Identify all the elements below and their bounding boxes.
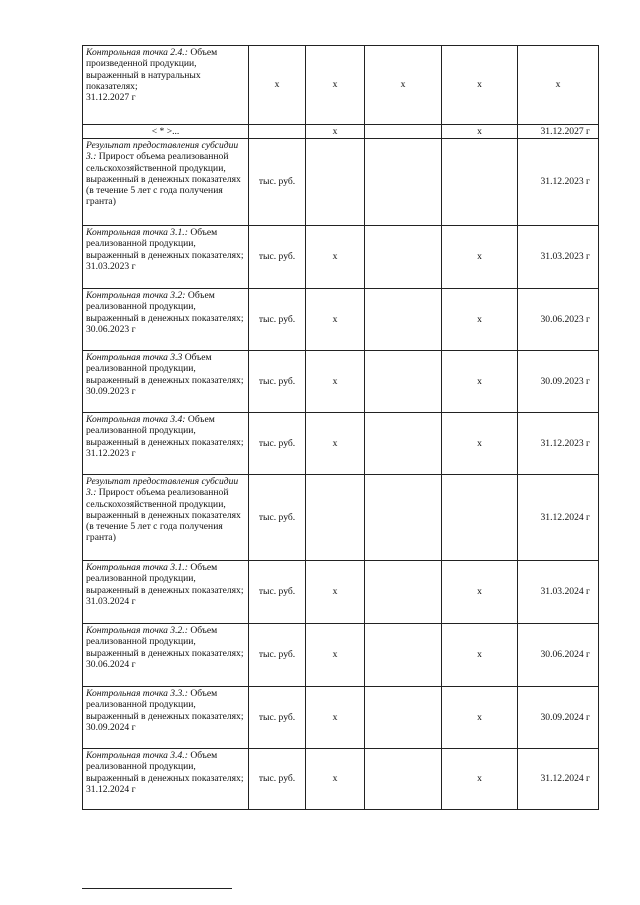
row-date-line: 30.09.2023 г bbox=[86, 385, 136, 397]
unit-cell: тыс. руб. bbox=[249, 687, 306, 749]
unit-cell: x bbox=[249, 46, 306, 125]
value-cell: x bbox=[306, 226, 365, 289]
row-description bbox=[83, 289, 249, 351]
table-row bbox=[83, 749, 599, 810]
value-cell bbox=[442, 139, 518, 226]
unit-cell: тыс. руб. bbox=[249, 226, 306, 289]
value-cell: x bbox=[306, 125, 365, 139]
row-description bbox=[83, 561, 249, 624]
date-cell: 30.06.2023 г bbox=[518, 289, 599, 351]
date-cell: x bbox=[518, 46, 599, 125]
value-cell bbox=[365, 125, 442, 139]
row-description bbox=[83, 413, 249, 475]
value-cell: x bbox=[442, 561, 518, 624]
row-text: Объем реализованной продукции, выраженный в денежных показателях; bbox=[86, 562, 244, 596]
row-description bbox=[83, 139, 249, 226]
row-label: Контрольная точка 3.2.: bbox=[86, 625, 188, 636]
row-text: Объем реализованной продукции, выраженный в денежных показателях; bbox=[86, 688, 244, 722]
table-row bbox=[83, 561, 599, 624]
row-description bbox=[83, 226, 249, 289]
unit-cell: тыс. руб. bbox=[249, 351, 306, 413]
row-description bbox=[83, 687, 249, 749]
date-cell: 31.12.2024 г bbox=[518, 749, 599, 810]
row-label: Контрольная точка 3.1.: bbox=[86, 227, 188, 238]
row-description bbox=[83, 46, 249, 125]
value-cell bbox=[365, 749, 442, 810]
value-cell: x bbox=[442, 351, 518, 413]
row-date-line: 31.03.2023 г bbox=[86, 260, 136, 272]
row-label: Результат предоставления субсидии 3.: bbox=[86, 476, 239, 499]
row-text: Объем реализованной продукции, выраженный в денежных показателях; bbox=[86, 352, 244, 386]
value-cell: x bbox=[306, 289, 365, 351]
table-row bbox=[83, 351, 599, 413]
unit-cell: тыс. руб. bbox=[249, 749, 306, 810]
row-date-line: 31.12.2023 г bbox=[86, 447, 136, 459]
value-cell bbox=[365, 351, 442, 413]
table-row bbox=[83, 139, 599, 226]
value-cell bbox=[442, 475, 518, 561]
value-cell bbox=[306, 475, 365, 561]
footnote-separator bbox=[82, 888, 232, 889]
value-cell: x bbox=[306, 624, 365, 687]
table-row bbox=[83, 226, 599, 289]
row-label: Контрольная точка 3.3 bbox=[86, 352, 183, 363]
row-text: Объем реализованной продукции, выраженный в денежных показателях; bbox=[86, 750, 244, 784]
value-cell bbox=[365, 289, 442, 351]
row-date-line: 30.06.2024 г bbox=[86, 658, 136, 670]
value-cell bbox=[365, 624, 442, 687]
row-description bbox=[83, 749, 249, 810]
row-description bbox=[83, 125, 249, 139]
row-description bbox=[83, 475, 249, 561]
row-text: Объем реализованной продукции, выраженный в денежных показателях; bbox=[86, 414, 244, 448]
value-cell: x bbox=[442, 289, 518, 351]
value-cell bbox=[306, 139, 365, 226]
row-date-line: 31.03.2024 г bbox=[86, 595, 136, 607]
value-cell bbox=[365, 475, 442, 561]
value-cell: x bbox=[306, 46, 365, 125]
value-cell: x bbox=[442, 413, 518, 475]
date-cell: 30.09.2024 г bbox=[518, 687, 599, 749]
value-cell: x bbox=[442, 624, 518, 687]
value-cell bbox=[365, 561, 442, 624]
row-label: Контрольная точка 3.4: bbox=[86, 414, 186, 425]
table-row bbox=[83, 475, 599, 561]
results-table bbox=[82, 45, 599, 810]
row-text: Объем реализованной продукции, выраженный в денежных показателях; bbox=[86, 227, 244, 261]
date-cell: 30.09.2023 г bbox=[518, 351, 599, 413]
value-cell: x bbox=[442, 749, 518, 810]
row-label: Результат предоставления субсидии 3.: bbox=[86, 140, 239, 163]
unit-cell: тыс. руб. bbox=[249, 624, 306, 687]
table-row bbox=[83, 125, 599, 139]
unit-cell: тыс. руб. bbox=[249, 475, 306, 561]
placeholder-text: < * >... bbox=[151, 125, 180, 137]
table-row bbox=[83, 624, 599, 687]
value-cell: x bbox=[442, 687, 518, 749]
row-date-line: 30.06.2023 г bbox=[86, 323, 136, 335]
row-date-line: 31.12.2027 г bbox=[86, 92, 136, 104]
value-cell: x bbox=[442, 226, 518, 289]
table-row bbox=[83, 46, 599, 125]
table-row bbox=[83, 289, 599, 351]
value-cell: x bbox=[442, 125, 518, 139]
row-label: Контрольная точка 3.4.: bbox=[86, 750, 188, 761]
unit-cell: тыс. руб. bbox=[249, 561, 306, 624]
unit-cell: тыс. руб. bbox=[249, 413, 306, 475]
row-text: Прирост объема реализованной сельскохозяйственной продукции, выраженный в денежных показателях (в течение 5 лет с года получения гранта) bbox=[86, 487, 241, 544]
results-table-body bbox=[83, 46, 599, 810]
table-row bbox=[83, 413, 599, 475]
unit-cell: тыс. руб. bbox=[249, 139, 306, 226]
value-cell: x bbox=[365, 46, 442, 125]
value-cell: x bbox=[306, 687, 365, 749]
row-date-line: 30.09.2024 г bbox=[86, 721, 136, 733]
row-label: Контрольная точка 3.3.: bbox=[86, 688, 188, 699]
value-cell bbox=[365, 687, 442, 749]
date-cell: 31.12.2027 г bbox=[518, 125, 599, 139]
date-cell: 31.12.2023 г bbox=[518, 413, 599, 475]
row-text: Объем реализованной продукции, выраженный в денежных показателях; bbox=[86, 290, 244, 324]
row-label: Контрольная точка 2.4.: bbox=[86, 47, 188, 58]
date-cell: 30.06.2024 г bbox=[518, 624, 599, 687]
row-text: Объем произведенной продукции, выраженный в натуральных показателях; bbox=[86, 47, 218, 92]
value-cell: x bbox=[306, 561, 365, 624]
date-cell: 31.03.2023 г bbox=[518, 226, 599, 289]
date-cell: 31.12.2024 г bbox=[518, 475, 599, 561]
row-description bbox=[83, 351, 249, 413]
row-label: Контрольная точка 3.1.: bbox=[86, 562, 188, 573]
table-row bbox=[83, 687, 599, 749]
value-cell bbox=[365, 226, 442, 289]
row-date-line: 31.12.2024 г bbox=[86, 783, 136, 795]
value-cell bbox=[365, 139, 442, 226]
value-cell: x bbox=[306, 413, 365, 475]
row-text: Объем реализованной продукции, выраженный в денежных показателях; bbox=[86, 625, 244, 659]
value-cell: x bbox=[442, 46, 518, 125]
row-description bbox=[83, 624, 249, 687]
value-cell: x bbox=[306, 351, 365, 413]
value-cell bbox=[365, 413, 442, 475]
value-cell: x bbox=[306, 749, 365, 810]
date-cell: 31.12.2023 г bbox=[518, 139, 599, 226]
row-text: Прирост объема реализованной сельскохозяйственной продукции, выраженный в денежных показателях (в течение 5 лет с года получения гранта) bbox=[86, 151, 241, 208]
unit-cell bbox=[249, 125, 306, 139]
date-cell: 31.03.2024 г bbox=[518, 561, 599, 624]
row-label: Контрольная точка 3.2: bbox=[86, 290, 186, 301]
unit-cell: тыс. руб. bbox=[249, 289, 306, 351]
